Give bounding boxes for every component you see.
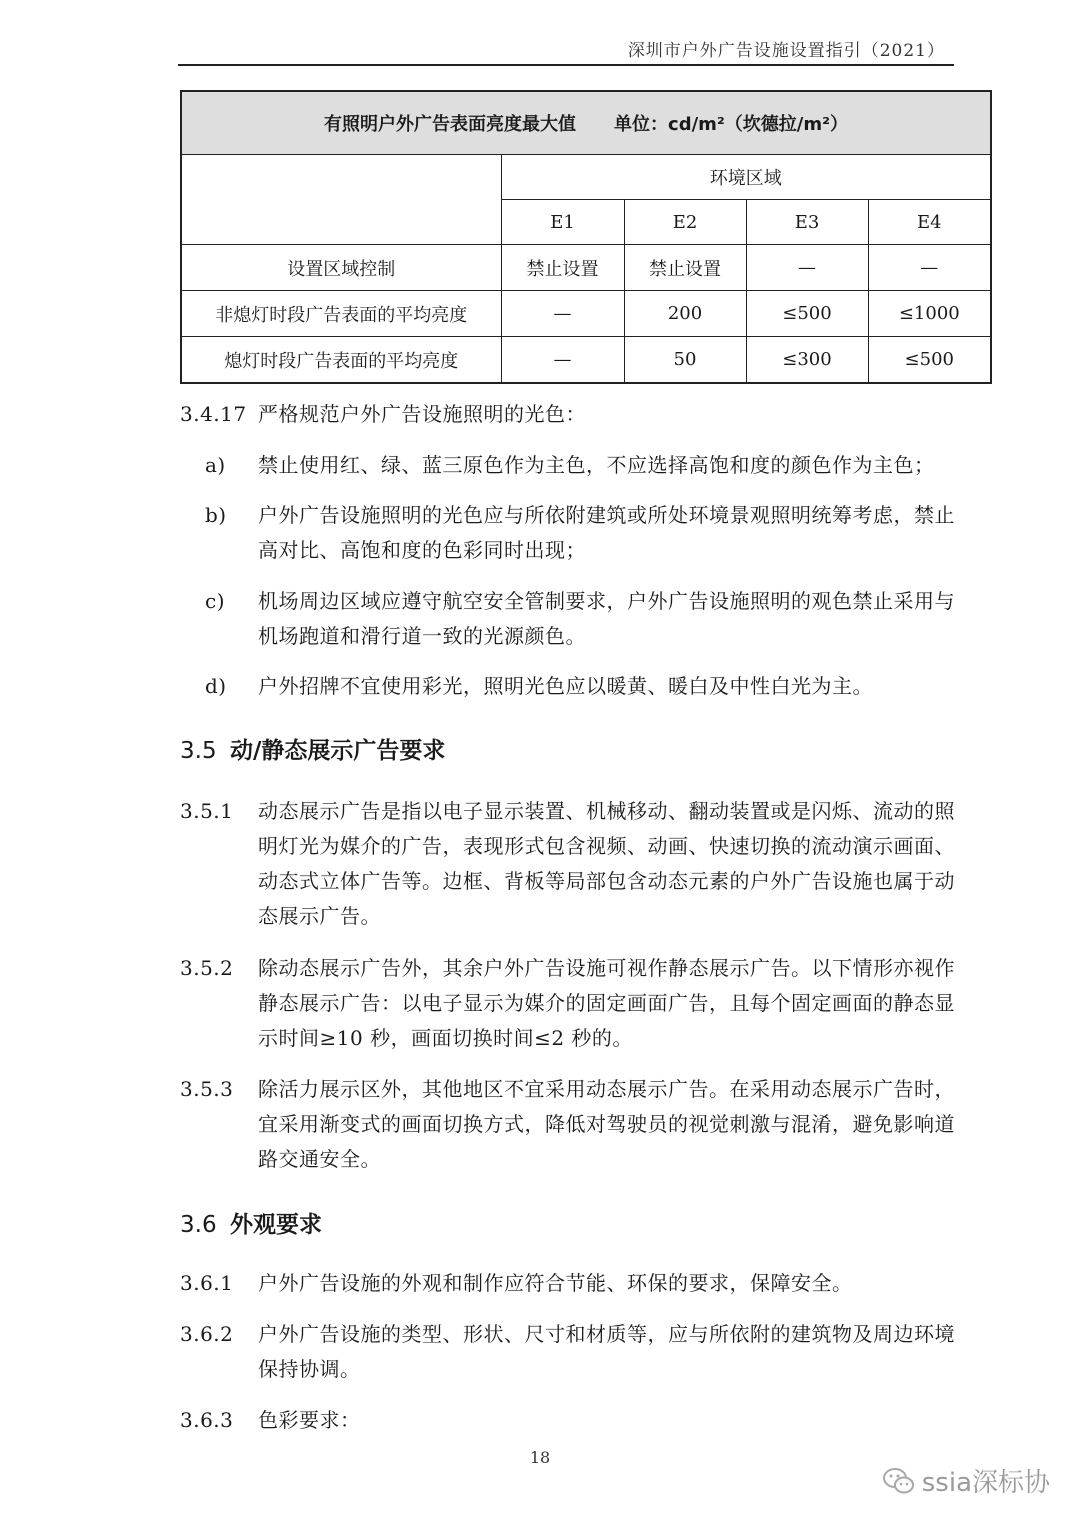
item-text: 户外招牌不宜使用彩光，照明光色应以暖黄、暖白及中性白光为主。 [258,674,873,698]
brightness-table [180,90,992,384]
list-item-a [205,448,955,483]
list-item-b [205,498,955,568]
section-title: 动/静态展示广告要求 [230,738,446,764]
cell: ≤500 [868,337,991,384]
clause-number: 3.5.3 [180,1077,234,1101]
clause-number: 3.5.2 [180,956,234,980]
row-label: 设置区域控制 [181,245,501,291]
cell: — [868,245,991,291]
watermark [882,1462,1050,1499]
clause-text: 户外广告设施的外观和制作应符合节能、环保的要求，保障安全。 [258,1271,853,1295]
clause-3-6-1 [180,1266,955,1301]
clause-text: 户外广告设施的类型、形状、尺寸和材质等，应与所依附的建筑物及周边环境保持协调。 [258,1322,955,1381]
row-label: 非熄灯时段广告表面的平均亮度 [181,291,501,337]
table-row [181,291,991,337]
cell: ≤300 [746,337,868,384]
page-header-title: 深圳市户外广告设施设置指引（2021） [627,41,945,61]
zone-e4: E4 [868,200,991,245]
clause-text: 除活力展示区外，其他地区不宜采用动态展示广告。在采用动态展示广告时，宜采用渐变式的画面切换方式，降低对驾驶员的视觉刺激与混淆，避免影响道路交通安全。 [258,1077,955,1171]
item-marker: b) [205,503,227,527]
page-number: 18 [529,1448,551,1467]
list-item-c [205,584,955,654]
cell: ≤1000 [868,291,991,337]
item-marker: d) [205,674,227,698]
cell: 禁止设置 [501,245,624,291]
table-unit: 单位：cd/m²（坎德拉/m²） [614,114,849,135]
list-item-d [205,669,955,704]
section-number: 3.5 [180,738,217,764]
clause-3-4-17 [180,397,955,432]
item-marker: c) [205,589,226,613]
header-divider [178,64,954,66]
clause-number: 3.4.17 [180,402,247,426]
cell: 禁止设置 [624,245,746,291]
cell: ≤500 [746,291,868,337]
clause-text: 色彩要求： [258,1408,361,1432]
clause-3-6-2 [180,1317,955,1387]
section-number: 3.6 [180,1212,217,1238]
item-text: 户外广告设施照明的光色应与所依附建筑或所处环境景观照明统筹考虑，禁止高对比、高饱和度的色彩同时出现； [258,503,955,562]
table-title: 有照明户外广告表面亮度最大值 [324,114,577,135]
item-text: 机场周边区域应遵守航空安全管制要求，户外广告设施照明的观色禁止采用与机场跑道和滑行道一致的光源颜色。 [258,589,955,648]
cell: — [746,245,868,291]
clause-text: 动态展示广告是指以电子显示装置、机械移动、翻动装置或是闪烁、流动的照明灯光为媒介的广告，表现形式包含视频、动画、快速切换的流动演示画面、动态式立体广告等。边框、背板等局部包含动态元素的户外广告设施也属于动态展示广告。 [258,799,955,928]
clause-number: 3.6.1 [180,1271,234,1295]
env-header: 环境区域 [501,155,991,200]
clause-number: 3.6.2 [180,1322,234,1346]
zone-e2: E2 [624,200,746,245]
section-title: 外观要求 [230,1212,322,1238]
clause-number: 3.5.1 [180,799,234,823]
cell: 200 [624,291,746,337]
cell: — [501,291,624,337]
corner-cell [181,155,501,245]
table-title-cell [181,91,991,155]
clause-text: 除动态展示广告外，其余户外广告设施可视作静态展示广告。以下情形亦视作静态展示广告：以电子显示为媒介的固定画面广告，且每个固定画面的静态显示时间≥10 秒，画面切换时间≤2 秒的。 [258,956,955,1050]
row-label: 熄灯时段广告表面的平均亮度 [181,337,501,384]
clause-3-5-3 [180,1072,955,1177]
table-row [181,337,991,384]
clause-3-5-1 [180,794,955,934]
clause-number: 3.6.3 [180,1408,234,1432]
clause-3-6-3 [180,1403,955,1438]
zone-e3: E3 [746,200,868,245]
section-heading-3-6 [180,1206,322,1239]
wechat-icon [882,1466,916,1496]
table-row [181,245,991,291]
cell: 50 [624,337,746,384]
clause-text: 严格规范户外广告设施照明的光色： [258,402,586,426]
clause-3-5-2 [180,951,955,1056]
item-marker: a) [205,453,226,477]
zone-e1: E1 [501,200,624,245]
env-header-row [181,155,991,200]
watermark-text: ssia深标协 [921,1468,1050,1498]
cell: — [501,337,624,384]
section-heading-3-5 [180,732,445,765]
item-text: 禁止使用红、绿、蓝三原色作为主色，不应选择高饱和度的颜色作为主色； [258,453,935,477]
table-title-row [181,91,991,155]
